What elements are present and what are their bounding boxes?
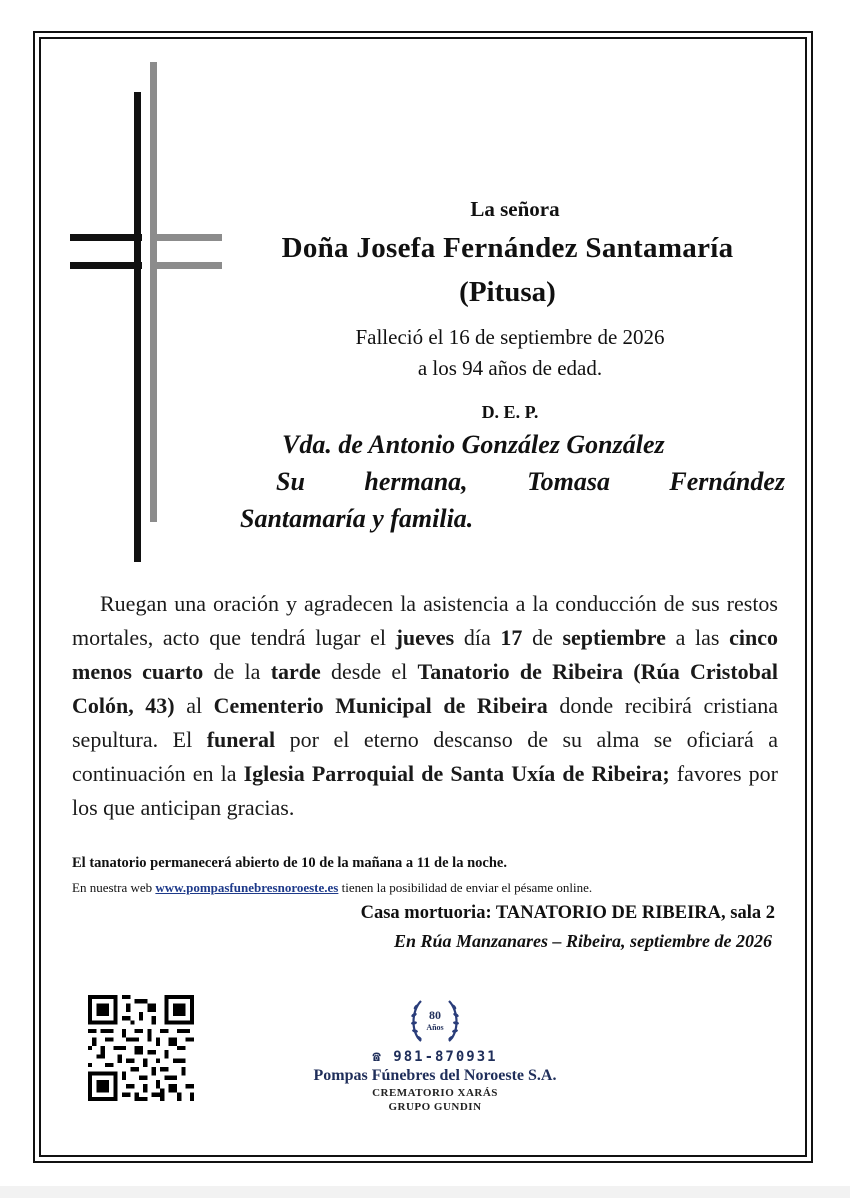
deceased-nickname: (Pitusa) <box>459 276 556 308</box>
cross-gray-arm-bottom <box>150 262 222 269</box>
rip-text: D. E. P. <box>481 402 539 422</box>
phone-line <box>270 1049 600 1065</box>
family-line: Vda. de Antonio González González <box>282 430 665 459</box>
cross-icon <box>70 62 230 567</box>
cross-gray-arm-top <box>150 234 222 241</box>
opening-hours-note: El tanatorio permanecerá abierto de 10 de la mañana a 11 de la noche. <box>72 855 507 871</box>
qr-code <box>88 995 194 1101</box>
cross-gray-vertical <box>150 62 157 522</box>
ceremony-paragraph: Ruegan una oración y agradecen la asistencia a la conducción de sus restos mortales, acto que tendrá lugar el jueves día 17 de septiembre a las cinco menos cuarto de la tarde desde el Tanatorio de Ribeira (Rúa Cristobal Colón, 43) al Cementerio Municipal de Ribeira donde recibirá cristiana sepultura. El funeral por el eterno descanso de su alma se oficiará a continuación en la Iglesia Parroquial de Santa Uxía de Ribeira; favores por los que anticipan gracias. <box>72 591 779 820</box>
web-note: En nuestra web www.pompasfunebresnoroeste.es tienen la posibilidad de enviar el pésame online. <box>72 880 593 895</box>
phone-icon: ☎ <box>372 1049 383 1065</box>
company-name: Pompas Fúnebres del Noroeste S.A. <box>313 1067 557 1084</box>
cross-black-arm-bottom <box>70 262 142 269</box>
family-block <box>240 426 785 537</box>
cross-black-vertical <box>134 92 141 562</box>
family-line: Su hermana, Tomasa Fernández <box>276 467 785 496</box>
family-line: Santamaría y familia. <box>240 504 474 533</box>
age-text: a los 94 años de edad. <box>417 356 603 380</box>
laurel-80-emblem-icon <box>405 995 465 1047</box>
group-name: GRUPO GUNDIN <box>388 1101 482 1113</box>
cross-black-arm-top <box>70 234 142 241</box>
place-date: En Rúa Manzanares – Ribeira, septiembre de 2026 <box>393 931 772 951</box>
funeral-company-logo <box>270 995 600 1113</box>
deceased-name: Doña Josefa Fernández Santamaría <box>281 232 734 264</box>
website-link[interactable]: www.pompasfunebresnoroeste.es <box>155 880 339 895</box>
death-date: Falleció el 16 de septiembre de 2026 <box>355 325 665 349</box>
emblem-word: Años <box>426 1023 444 1032</box>
intro-text: La señora <box>470 197 560 221</box>
funeral-home-location: Casa mortuoria: TANATORIO DE RIBEIRA, sala 2 <box>360 903 775 923</box>
emblem-number: 80 <box>429 1008 441 1022</box>
crematorium-name: CREMATORIO XARÁS <box>372 1087 498 1099</box>
phone-number: 981-870931 <box>393 1049 498 1065</box>
